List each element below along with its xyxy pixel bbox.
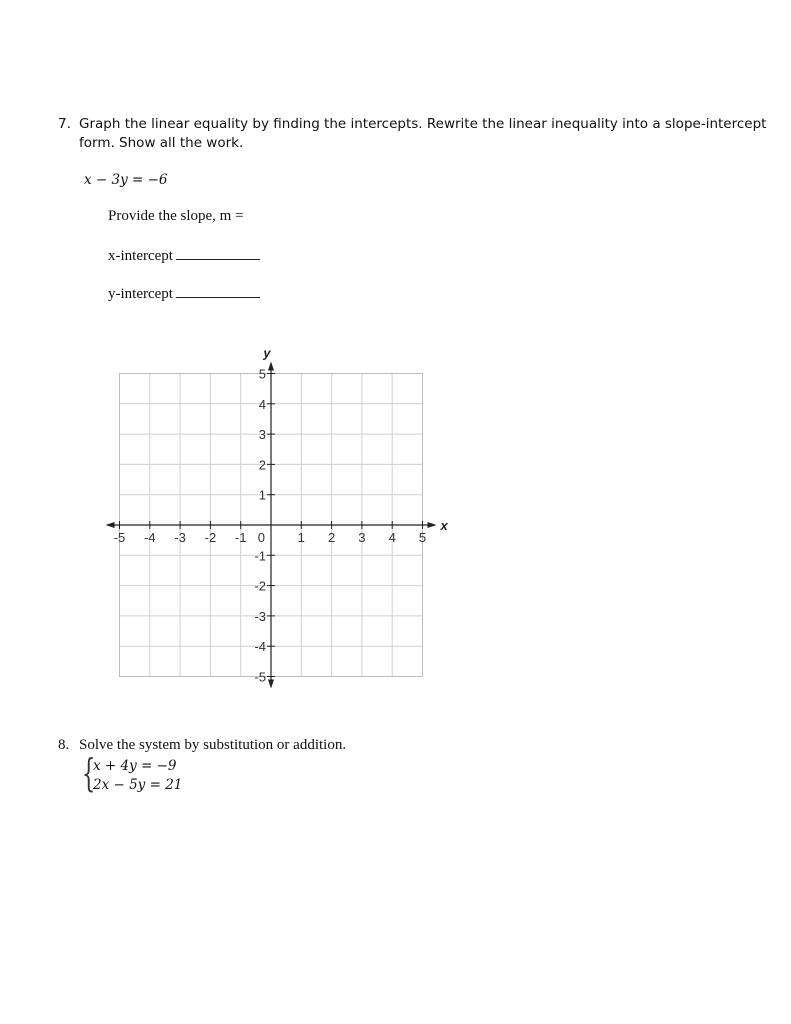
x-tick-label: -1 <box>234 530 247 545</box>
slope-prompt: Provide the slope, m = <box>108 208 244 224</box>
x-axis-label: x <box>440 518 448 533</box>
y-intercept-blank[interactable] <box>176 285 260 298</box>
y-tick-label: 5 <box>258 366 266 382</box>
y-tick-label: 4 <box>258 396 266 412</box>
x-tick-label: 1 <box>297 530 305 545</box>
question-7-number: 7. <box>58 116 71 132</box>
question-8-prompt: Solve the system by substitution or addition. <box>79 737 347 753</box>
y-axis-label: y <box>263 345 271 361</box>
y-intercept-label: y-intercept <box>108 286 173 302</box>
x-intercept-row <box>108 247 260 265</box>
x-tick-label: -3 <box>174 530 186 545</box>
y-tick-label: -1 <box>254 548 266 564</box>
y-tick-label: -3 <box>254 608 266 624</box>
question-7-equation: x − 3y = −6 <box>84 172 168 188</box>
y-axis-arrow-up <box>268 362 274 371</box>
y-tick-label: 3 <box>258 427 266 443</box>
y-tick-label: -2 <box>254 578 266 594</box>
x-tick-label: -2 <box>204 530 217 545</box>
x-intercept-blank[interactable] <box>176 247 260 260</box>
x-tick-label: 2 <box>327 530 336 545</box>
x-intercept-label: x-intercept <box>108 248 173 264</box>
x-tick-label: 4 <box>388 530 396 545</box>
x-tick-label: 5 <box>418 530 427 545</box>
system-equation-1: x + 4y = −9 <box>93 758 177 774</box>
x-tick-label: 3 <box>358 530 366 545</box>
y-tick-label: 1 <box>258 487 266 503</box>
y-axis-arrow-down <box>268 680 274 689</box>
origin-label: 0 <box>257 530 265 545</box>
system-equation-2: 2x − 5y = 21 <box>93 777 183 793</box>
x-axis-arrow-left <box>106 522 115 528</box>
question-7-instruction-line1: Graph the linear equality by finding the intercepts. Rewrite the linear inequality into a slope-intercept <box>79 116 767 132</box>
y-tick-label: 2 <box>258 457 266 473</box>
question-8-number: 8. <box>58 737 70 753</box>
y-tick-label: -4 <box>254 639 266 655</box>
x-tick-label: -4 <box>144 530 156 545</box>
y-tick-label: -5 <box>254 669 266 685</box>
question-7-instruction-line2: form. Show all the work. <box>79 135 244 151</box>
x-tick-label: -5 <box>113 530 126 545</box>
x-axis-arrow-right <box>428 522 437 528</box>
coordinate-grid[interactable] <box>95 338 455 700</box>
y-intercept-row <box>108 285 260 303</box>
system-brace: { <box>82 751 96 795</box>
